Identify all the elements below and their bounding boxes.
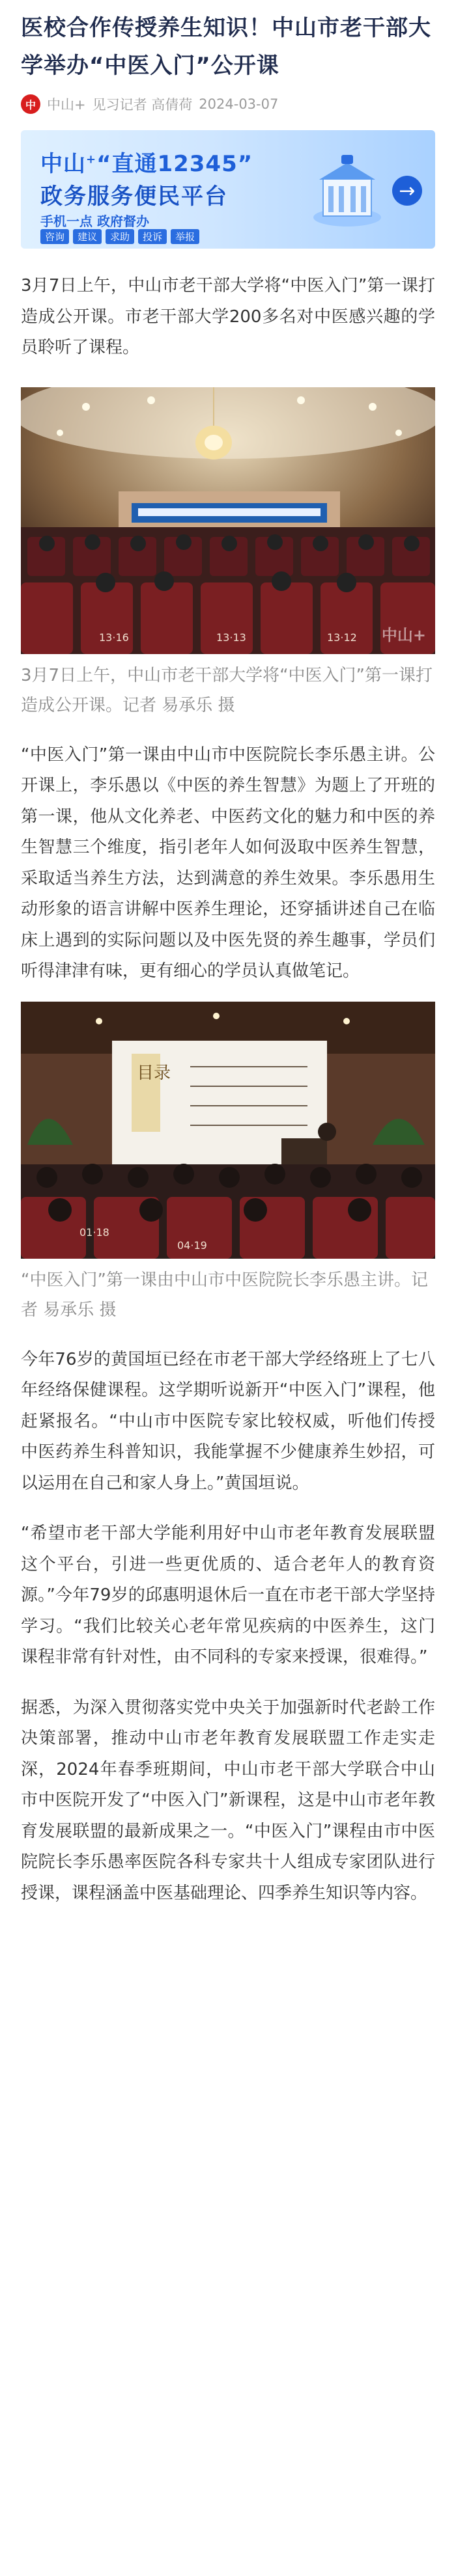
paragraph-background: 据悉，为深入贯彻落实党中央关于加强新时代老龄工作决策部署，推动中山市老年教育发展联盟工作走实走深，2024年春季班期间，中山市老干部大学联合中山市中医院开发了“中医入门”新课程，这是中山市老年教育发展联盟的最新成果之一。“中医入门”课程由市中医院院长李乐愚率医院各科专家共十人组成专家团队进行授课，课程涵盖中医基础理论、四季养生知识等内容。 — [21, 1697, 435, 1903]
banner-tag: 求助 — [106, 229, 134, 244]
article-reporter: 见习记者 高倩荷 — [92, 97, 193, 113]
seat-label: 04·19 — [177, 1239, 207, 1252]
photo-lecturer — [21, 1002, 435, 1259]
lecturer-image — [21, 1002, 435, 1259]
city-hall-illustration-icon — [311, 152, 383, 230]
banner-tag: 举报 — [171, 229, 199, 244]
slide-text: 目录 — [137, 1063, 171, 1083]
article-meta — [21, 85, 435, 124]
paragraph-lecture: “中医入门”第一课由中山市中医院院长李乐愚主讲。公开课上，李乐愚以《中医的养生智慧》为题上了开班的第一课，他从文化养老、中医药文化的魅力和中医的养生智慧三个维度，指引老年人如何汲取中医养生智慧，采取适当养生方法，达到满意的养生效果。李乐愚用生动形象的语言讲解中医养生理论，还穿插讲述自己在临床上遇到的实际问题以及中医先贤的养生趣事，学员们听得津津有味，更有细心的学员认真做笔记。 — [21, 745, 435, 981]
image-watermark: 中山+ — [381, 625, 426, 644]
lecture-hall-image — [21, 387, 435, 654]
seat-label: 13·13 — [216, 631, 246, 644]
banner-arrow-icon[interactable]: → — [392, 176, 422, 206]
banner-tag: 咨询 — [40, 229, 69, 244]
seat-label: 01·18 — [79, 1226, 109, 1239]
seat-label: 13·16 — [99, 631, 129, 644]
banner-headline: 中山+“直通12345” — [40, 151, 253, 177]
paragraph-student-huang: 今年76岁的黄国垣已经在市老干部大学经络班上了七八年经络保健课程。这学期听说新开“中医入门”课程，他赶紧报名。“中山市中医院专家比较权威，听他们传授中医药养生科普知识，我能掌握不少健康养生妙招，可以运用在自己和家人身上。”黄国垣说。 — [21, 1349, 435, 1493]
photo-lecture-hall — [21, 387, 435, 654]
banner-subtitle: 政务服务便民平台 — [40, 184, 228, 210]
paragraph-student-qiu: “希望市老干部大学能利用好中山市老年教育发展联盟这个平台，引进一些更优质的、适合老年人的教育资源。”今年79岁的邱惠明退休后一直在市老干部大学坚持学习。“我们比较关心老年常见疾病的中医养生，这门课程非常有针对性，由不同科的专家来授课，很难得。” — [21, 1524, 435, 1667]
paragraph-intro: 3月7日上午，中山市老干部大学将“中医入门”第一课打造成公开课。市老干部大学200多名对中医感兴趣的学员聆听了课程。 — [21, 276, 435, 357]
banner-tag: 建议 — [73, 229, 102, 244]
banner-tag: 投诉 — [138, 229, 167, 244]
article-source[interactable]: 中山+ — [47, 97, 86, 113]
source-logo-icon[interactable]: 中 — [21, 94, 40, 114]
photo2-caption: “中医入门”第一课由中山市中医院院长李乐愚主讲。记者 易承乐 摄 — [21, 1270, 428, 1320]
photo1-caption: 3月7日上午，中山市老干部大学将“中医入门”第一课打造成公开课。记者 易承乐 摄 — [21, 665, 433, 715]
banner-slogan: 手机一点 政府督办 — [40, 213, 149, 229]
article-date: 2024-03-07 — [199, 96, 279, 112]
article-title: 医校合作传授养生知识！中山市老干部大学举办“中医入门”公开课 — [21, 15, 431, 79]
banner-tags — [40, 229, 199, 244]
seat-label: 13·12 — [327, 631, 357, 644]
service-banner[interactable] — [21, 130, 435, 249]
